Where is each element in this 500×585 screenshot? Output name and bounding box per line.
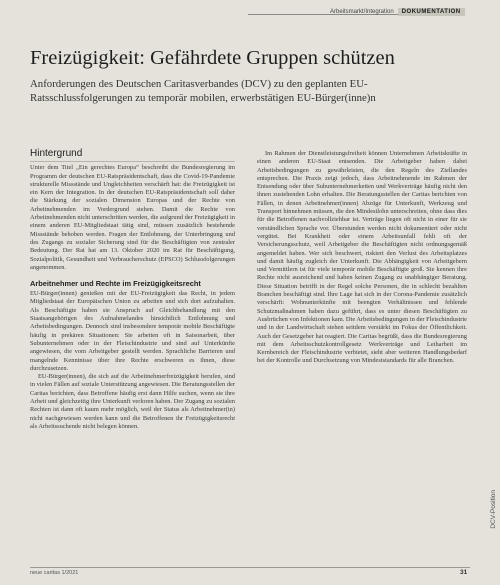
article-subtitle: Anforderungen des Deutschen Caritasverbandes (DCV) zu den geplanten EU-Ratsschlussfolgerungen zu temporär mobilen, erwerbstätigen EU-Bürger(inne)n — [30, 78, 376, 104]
left-column — [30, 148, 235, 431]
footer-publication: neue caritas 1/2021 — [30, 570, 79, 576]
body-paragraph: EU-Bürger(innen) genießen mit der EU-Freizügigkeit das Recht, in jedem Mitgliedstaat der Europäischen Union zu arbeiten und sich dort aufzuhalten. Als Beschäftigte haben sie Anspruch auf Gleichbehandlung mit den Staatsangehörigen des Aufnahmelandes hinsichtlich Entlohnung und Arbeitsbedingungen. Dennoch sind insbesondere temporär mobile Beschäftigte häufig in prekären Situationen: Sie arbeiten oft in Saisonarbeit, über Subunternehmen oder in der Fleischindustrie und sind auf Unterkünfte angewiesen, die vom Arbeitgeber gestellt werden. Sprachliche Barrieren und mangelnde Kenntnisse über ihre Rechte erschweren es ihnen, diese durchzusetzen. — [30, 290, 235, 372]
footer-rule — [30, 567, 470, 568]
intro-paragraph: Unter dem Titel „Ein gerechtes Europa“ beschreibt die Bundesregierung im Programm der deutschen EU-Ratspräsidentschaft, dass die Covid-19-Pandemie strukturelle Missstände und Ungleichheiten verschärft hat: die Freizügigkeit ist ein Kern der Integration. In der deutschen EU-Ratspräsidentschaft soll daher die Stärkung der sozialen Dimension Europas und der Rechte von Arbeitnehmenden im Vordergrund stehen. Damit die Rechte von Arbeitnehmenden nicht unterschritten werden, die aufgrund der Freizügigkeit in einem anderen EU-Mitgliedstaat tätig sind, müssen zusätzlich bestehende Missstände behoben werden. Fragen der Entlohnung, der Unterbringung und des Zugangs zu sozialer Sicherung sind für die Beschäftigten von zentraler Bedeutung. Der Rat hat am 13. Oktober 2020 im Rat für Beschäftigung, Sozialpolitik, Gesundheit und Verbraucherschutz (EPSCO) Schlussfolgerungen angenommen. — [30, 161, 235, 272]
section-header — [330, 6, 465, 18]
body-paragraph: Im Rahmen der Dienstleistungsfreiheit können Unternehmen Arbeitskräfte in einen anderen EU-Staat entsenden. Die Arbeitgeber haben dabei Arbeitsbedingungen zu gewährleisten, die den Regeln des Ziellandes entsprechen. Die Praxis zeigt jedoch, dass Arbeitnehmende im Rahmen der Entsendung oder über Subunternehmerketten und Werkverträge häufig nicht den ihnen zustehenden Lohn erhalten. Die Beratungsstellen der Caritas berichten von Fällen, in denen Arbeitnehmer(innen) Abzüge für Unterkunft, Werkzeug und Transport hinnehmen müssen, die den Mindestlohn unterschreiten, ohne dass dies für die Betroffenen nachvollziehbar ist. Verträge liegen oft nicht in einer für sie verständlichen Sprache vor. Überstunden werden nicht dokumentiert oder nicht vergütet. Bei Krankheit oder einem Arbeitsunfall fehlt oft der Versicherungsschutz, weil Arbeitgeber die Beschäftigten nicht ordnungsgemäß angemeldet haben. Wer sich beschwert, riskiert den Verlust des Arbeitsplatzes und damit häufig zugleich der Unterkunft. Die Abhängigkeit von Arbeitgebern und Vermittlern ist für viele temporär mobile Beschäftigte groß. Sie kennen ihre Rechte nicht ausreichend und haben keinen Zugang zu unabhängiger Beratung. Diese Situation betrifft in der Regel solche Personen, die in schlecht bezahlten Branchen beschäftigt sind. Ihre Lage hat sich in der Corona-Pandemie zusätzlich verschärft: Wohnunterkünfte mit beengten Verhältnissen und fehlende Schutzmaßnahmen haben dazu geführt, dass es unter diesen Beschäftigten zu Ausbrüchen von Infektionen kam. Die Arbeitsbedingungen in der Fleischindustrie und in der Landwirtschaft stehen seitdem verstärkt im Fokus der Öffentlichkeit. Auch der Gesetzgeber hat reagiert. Die Caritas begrüßt, dass die Bundesregierung mit dem Arbeitsschutzkontrollgesetz Werkverträge und Leiharbeit im Kernbereich der Fleischindustrie verbietet, sieht aber weiteren Handlungsbedarf bei der Kontrolle und Durchsetzung von Mindeststandards für alle Branchen. — [257, 150, 467, 365]
page-number: 31 — [460, 569, 468, 576]
right-column — [257, 150, 467, 366]
subsection-heading: Arbeitnehmer und Rechte im Freizügigkeitsrecht — [30, 279, 201, 289]
side-section-label: DCV-Position — [490, 490, 497, 529]
article-title: Freizügigkeit: Gefährdete Gruppen schützen — [30, 47, 395, 69]
section-heading: Hintergrund — [30, 148, 83, 159]
section-label: Arbeitsmarkt/Integration — [330, 9, 394, 15]
category-badge: DOKUMENTATION — [398, 8, 465, 16]
body-paragraph: EU-Bürger(innen), die sich auf die Arbeitnehmerfreizügigkeit berufen, sind in vielen Fällen auf soziale Unterstützung angewiesen. Die Beratungsstellen der Caritas berichten, dass Betroffene häufig erst dann Hilfe suchen, wenn sie ihre Arbeit und gleichzeitig ihre Unterkunft verloren haben. Der Zugang zu sozialen Rechten ist dann oft kaum mehr möglich, weil der Status als Arbeitnehmer(in) nicht nachgewiesen werden kann und die Betroffenen ihr Freizügigkeitsrecht als Arbeitssuchende nicht belegen können. — [30, 373, 235, 430]
